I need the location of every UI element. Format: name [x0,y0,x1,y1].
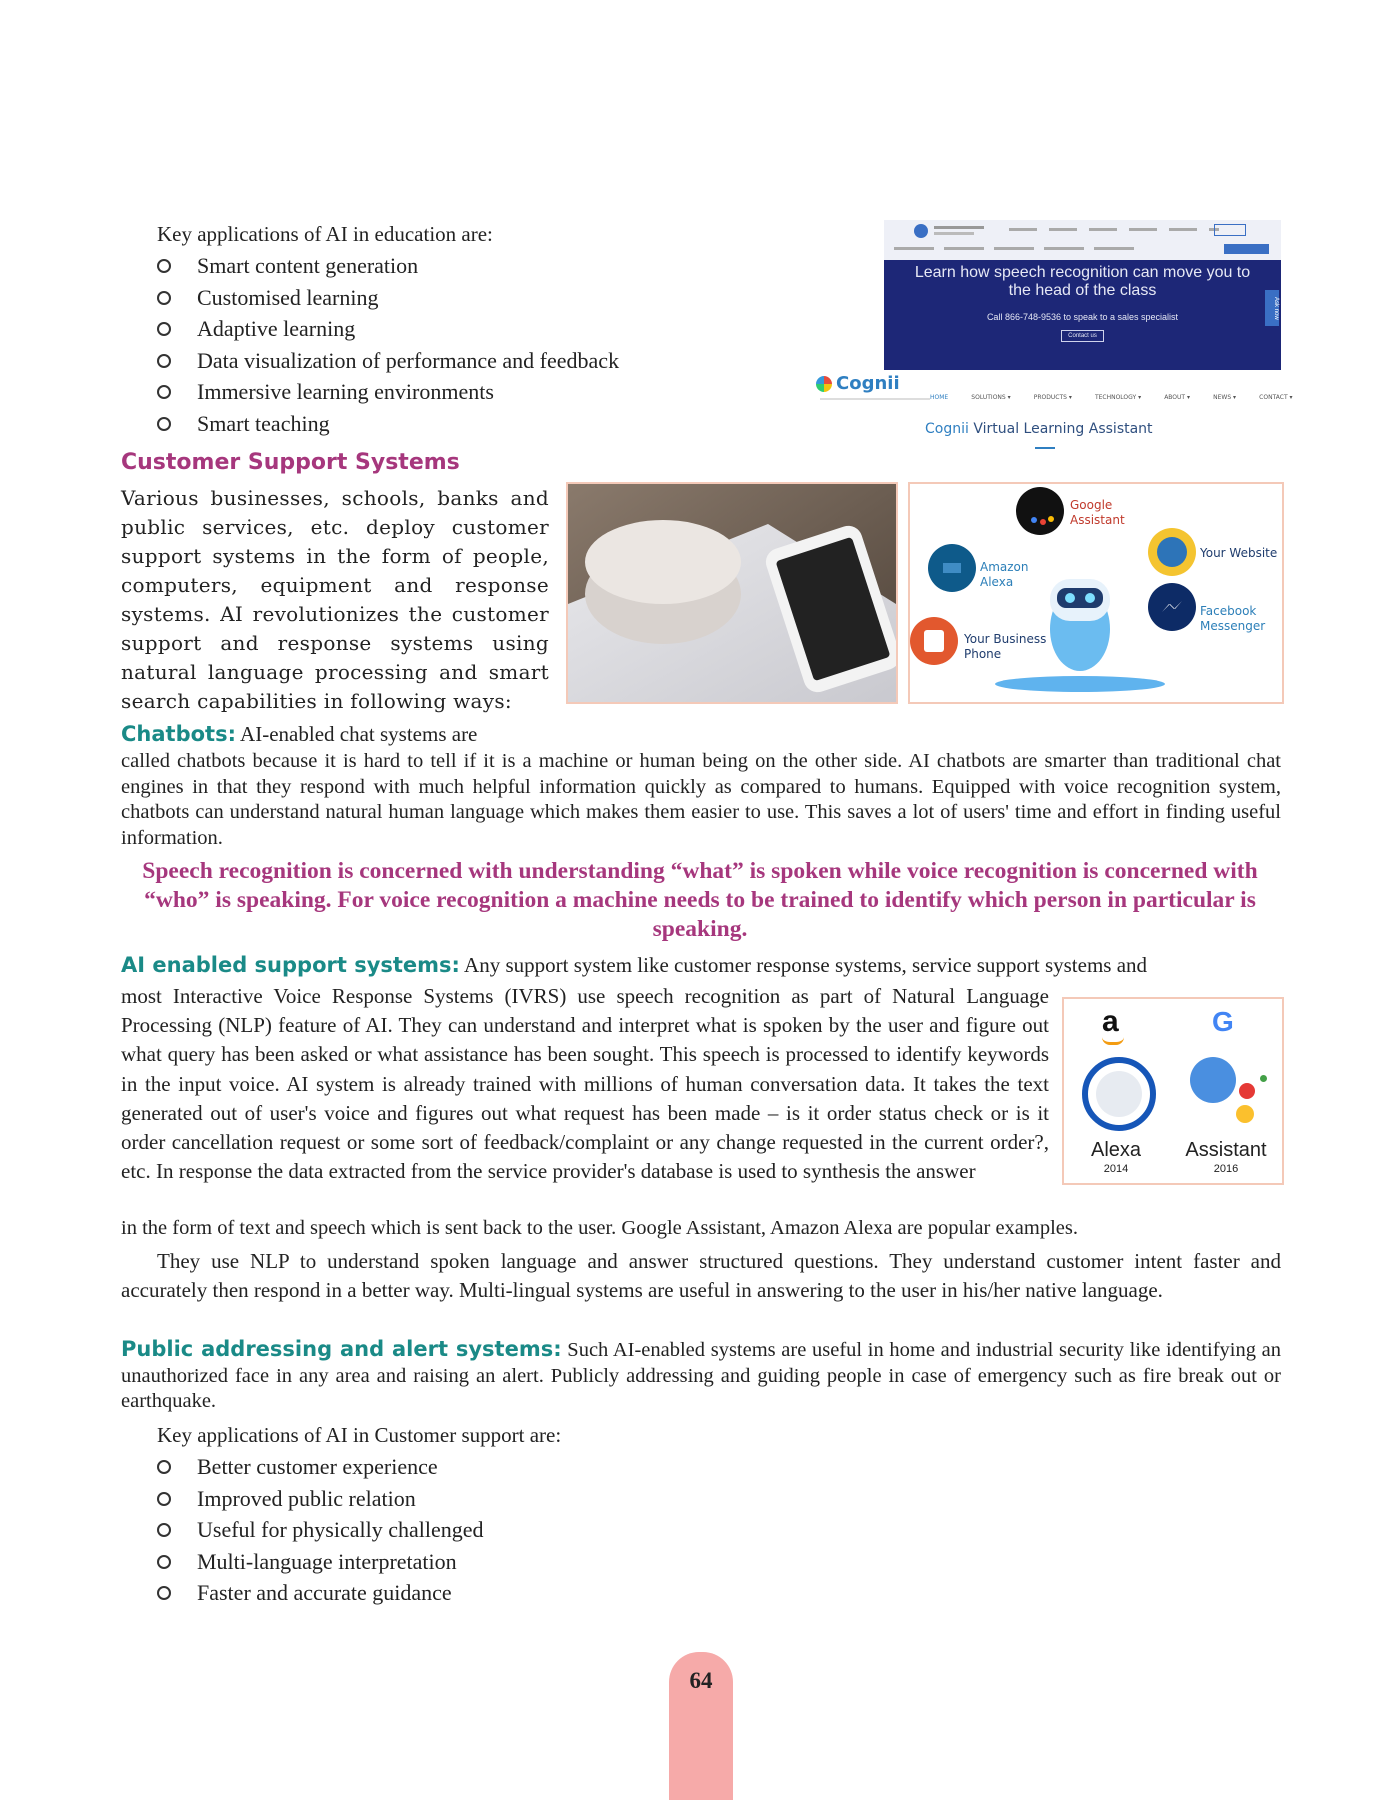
cognii-nav-item[interactable]: SOLUTIONS ▾ [971,394,1011,401]
amazon-logo-icon: a [1102,1005,1119,1038]
bullet-circle-icon [157,417,171,431]
ad-call-text: Call 866-748-9536 to speak to a sales specialist [986,312,1179,322]
business-phone-label: Your Business Phone [964,632,1047,661]
speech-recognition-ad-image [884,220,1281,370]
chatbots-paragraph: called chatbots because it is hard to tell if it is a machine or human being on the other side. AI chatbots are smarter than traditional chat engines in that they respond with much helpful information quickly as compared to humans. Equipped with voice recognition system, chatbots can understand natural human language which makes them easier to use. This saves a lot of users' time and effort in finding useful information. [121,750,1281,849]
cognii-nav-item[interactable]: CONTACT ▾ [1259,394,1293,401]
list-item: Adaptive learning [157,313,757,345]
speech-recognition-callout: Speech recognition is concerned with understanding “what” is spoken while voice recognition is concerned with “who” is speaking. For voice recognition a machine needs to be trained to identify which person in particular is speaking. [142,858,1258,942]
ad-headline: Learn how speech recognition can move you to the head of the class [914,264,1251,299]
alexa-bubble-icon [1082,1057,1156,1131]
bullet-circle-icon [157,291,171,305]
google-assistant-icon [1190,1057,1236,1103]
list-item: Customised learning [157,282,757,314]
bullet-circle-icon [157,385,171,399]
google-logo-icon: G [1212,1006,1234,1037]
cognii-logo-text: Cognii [836,373,900,394]
page-number-tab [669,1652,733,1800]
list-item: Immersive learning environments [157,376,757,408]
assistant-name: Assistant [1185,1139,1267,1161]
list-item: Faster and accurate guidance [157,1577,757,1609]
list-item: Multi-language interpretation [157,1546,757,1578]
list-item: Data visualization of performance and feedback [157,345,757,377]
bullet-circle-icon [157,1586,171,1600]
alexa-name: Alexa [1090,1139,1142,1161]
cognii-logo-icon [816,376,832,392]
bullet-circle-icon [157,354,171,368]
ai-support-last-line: in the form of text and speech which is sent back to the user. Google Assistant, Amazon Alexa are popular examples. [121,1217,1078,1239]
site-logo-icon [914,224,928,238]
list-item: Useful for physically challenged [157,1514,757,1546]
customer-support-paragraph: Various businesses, schools, banks and public services, etc. deploy customer support systems in the form of people, computers, equipment and response systems. AI revolutionizes the customer support and response systems using natural language processing and smart search capabilities in following ways: [121,486,549,713]
customer-apps-intro: Key applications of AI in Customer support are: [157,1423,562,1447]
bullet-circle-icon [157,1460,171,1474]
bullet-circle-icon [157,1492,171,1506]
list-item: Smart teaching [157,408,757,440]
list-item: Improved public relation [157,1483,757,1515]
alexa-year: 2014 [1103,1163,1129,1175]
cognii-nav-item[interactable]: NEWS ▾ [1213,394,1237,401]
bullet-circle-icon [157,1555,171,1569]
ai-support-first-line: AI enabled support systems: Any support system like customer response systems, service support systems and [121,953,1148,977]
bullet-circle-icon [157,259,171,273]
cognii-nav [930,384,1293,403]
google-assistant-label: Google Assistant [1070,498,1125,527]
public-addressing-paragraph: Public addressing and alert systems: Such AI-enabled systems are useful in home and industrial security like identifying an unauthorized face in any area and raising an alert. Publicly addressing and guiding people in case of emergency such as fire break out or earthquake. [121,1337,1281,1412]
alexa-assistant-image [1062,997,1284,1185]
ai-support-paragraph: most Interactive Voice Response Systems (IVRS) use speech recognition as part of Natural Language Processing (NLP) feature of AI. They can understand and interpret what is spoken by the user and figure out what query has been asked or what assistance has been sought. This speech is processed to identify keywords in the input voice. AI system is already trained with millions of human conversation data. It takes the text generated out of user's voice and figures out what request has been made – is it order status check or is it order cancellation request or some sort of feedback/complaint or any change requested in the current order?, etc. In response the data extracted from the service provider's database is used to synthesis the answer [121,984,1049,1184]
list-item: Smart content generation [157,250,757,282]
cognii-nav-item[interactable]: TECHNOLOGY ▾ [1094,394,1142,401]
cognii-nav-item[interactable]: PRODUCTS ▾ [1033,394,1072,401]
smart-speaker-photo [566,482,898,704]
ai-support-label: AI enabled support systems: [121,953,460,977]
education-intro: Key applications of AI in education are: [157,222,493,246]
cognii-website-image [810,372,1293,452]
education-list [157,250,757,439]
facebook-messenger-label: Facebook Messenger [1200,604,1266,633]
bullet-circle-icon [157,322,171,336]
your-website-label: Your Website [1200,546,1278,560]
cognii-nav-item[interactable]: ABOUT ▾ [1164,394,1191,401]
cognii-title: Cognii Virtual Learning Assistant [925,421,1153,437]
ad-banner [884,260,1281,370]
smart-speaker-illustration [568,484,896,702]
customer-support-heading: Customer Support Systems [121,450,460,475]
chatbots-label: Chatbots: [121,722,236,746]
chatbot-channels-diagram [908,482,1284,704]
page-number: 64 [689,1668,713,1693]
cognii-nav-item[interactable]: HOME [930,394,949,401]
customer-apps-list [157,1451,757,1609]
assistant-year: 2016 [1213,1163,1239,1175]
list-item: Better customer experience [157,1451,757,1483]
chatbots-first-line: Chatbots: AI-enabled chat systems are [121,722,478,746]
contact-us-button[interactable]: Contact us [1061,330,1104,342]
ad-website-header [884,220,1281,260]
amazon-alexa-label: Amazon Alexa [980,560,1029,589]
ask-now-tab[interactable]: Ask now [1265,290,1279,326]
public-addressing-label: Public addressing and alert systems: [121,1337,562,1361]
ai-support-paragraph-2: They use NLP to understand spoken language and answer structured questions. They understand customer intent faster and accurately then respond in a better way. Multi-lingual systems are useful in answering to the user in his/her native language. [121,1249,1281,1302]
bullet-circle-icon [157,1523,171,1537]
